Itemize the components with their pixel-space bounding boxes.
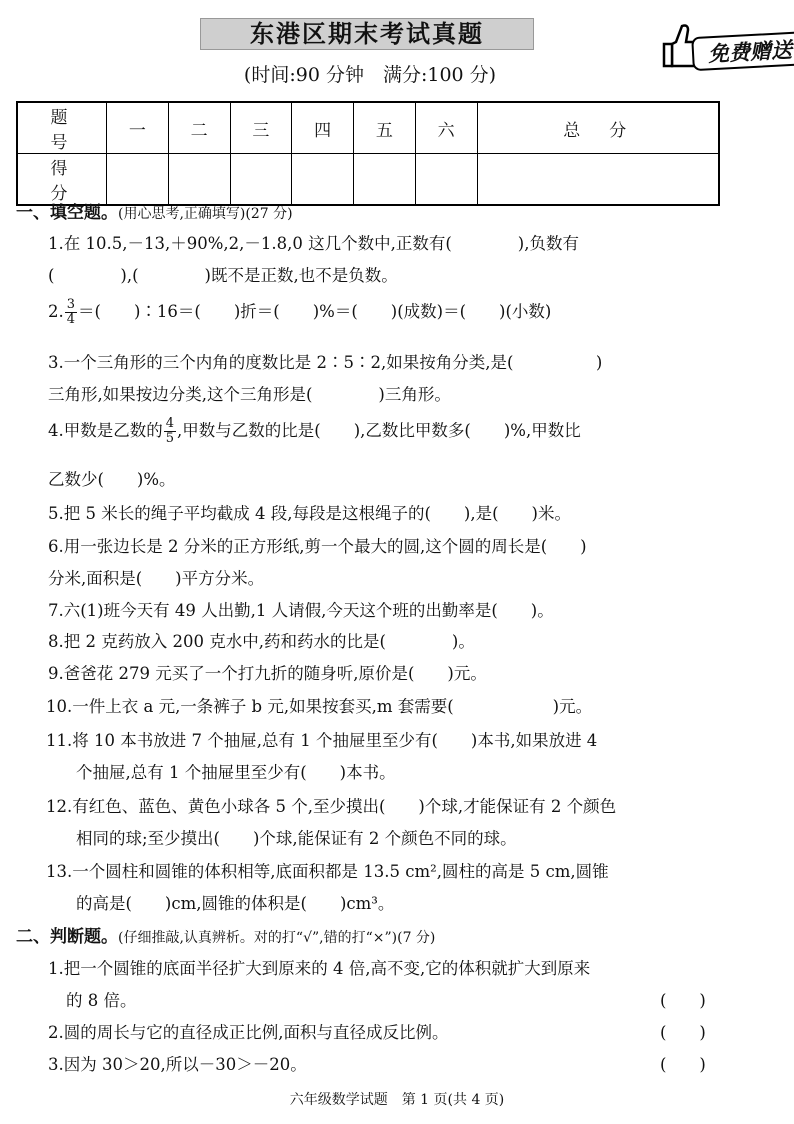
- question-4-text-a: 4.甲数是乙数的: [48, 421, 163, 440]
- judge-answer-3[interactable]: ( ): [660, 1055, 706, 1074]
- question-10: 10.一件上衣 a 元,一条裤子 b 元,如果按套买,m 套需要( )元。: [46, 697, 593, 716]
- fraction-4-5: [164, 417, 176, 446]
- fraction-denominator: 5: [165, 431, 175, 446]
- score-cell-col-6: 六: [415, 102, 477, 154]
- judge-answer-1[interactable]: ( ): [660, 991, 706, 1010]
- fraction-3-4: [65, 298, 77, 327]
- question-2-text: ＝( )∶16＝( )折＝( )%＝( )(成数)＝( )(小数): [78, 302, 552, 321]
- judge-question-2: 2.圆的周长与它的直径成正比例,面积与直径成反比例。: [48, 1023, 449, 1042]
- question-6-line-1: 6.用一张边长是 2 分米的正方形纸,剪一个最大的圆,这个圆的周长是( ): [48, 537, 587, 556]
- question-8: 8.把 2 克药放入 200 克水中,药和药水的比是( )。: [48, 632, 475, 651]
- judge-question-1-line-2: 的 8 倍。: [66, 991, 137, 1010]
- fraction-numerator: 4: [165, 416, 175, 431]
- section-2-note: (仔细推敲,认真辨析。对的打“√”,错的打“×”)(7 分): [118, 930, 436, 946]
- score-cell-col-2: 二: [168, 102, 230, 154]
- question-2: [48, 298, 551, 327]
- fraction-numerator: 3: [66, 297, 76, 312]
- judge-question-3: 3.因为 30＞20,所以－30＞－20。: [48, 1055, 307, 1074]
- score-cell-total: 总 分: [477, 102, 719, 154]
- score-input-total[interactable]: [477, 154, 719, 206]
- question-4-line-2: 乙数少( )%。: [48, 470, 176, 489]
- question-3-line-1: 3.一个三角形的三个内角的度数比是 2∶5∶2,如果按角分类,是( ): [48, 353, 603, 372]
- judge-answer-2[interactable]: ( ): [660, 1023, 706, 1042]
- section-2-heading: [16, 922, 435, 947]
- question-7: 7.六(1)班今天有 49 人出勤,1 人请假,今天这个班的出勤率是( )。: [48, 601, 554, 620]
- score-cell-col-3: 三: [230, 102, 292, 154]
- question-11-line-2: 个抽屉,总有 1 个抽屉里至少有( )本书。: [76, 763, 396, 782]
- question-13-line-1: 13.一个圆柱和圆锥的体积相等,底面积都是 13.5 cm²,圆柱的高是 5 cm,圆锥: [46, 862, 609, 881]
- section-2-title: 二、判断题。: [16, 927, 118, 947]
- score-input-5[interactable]: [354, 154, 416, 206]
- question-9: 9.爸爸花 279 元买了一个打九折的随身听,原价是( )元。: [48, 664, 487, 683]
- question-1-line-1: 1.在 10.5,－13,＋90%,2,－1.8,0 这几个数中,正数有( ),负数有: [48, 234, 579, 253]
- question-11-line-1: 11.将 10 本书放进 7 个抽屉,总有 1 个抽屉里至少有( )本书,如果放进 4: [46, 731, 598, 750]
- question-1-line-2: ( ),( )既不是正数,也不是负数。: [48, 266, 398, 285]
- score-input-6[interactable]: [415, 154, 477, 206]
- page-footer: 六年级数学试题 第 1 页(共 4 页): [289, 1092, 505, 1108]
- fraction-denominator: 4: [66, 312, 76, 327]
- question-6-line-2: 分米,面积是( )平方分米。: [48, 569, 265, 588]
- score-row-label: 得 分: [17, 154, 107, 206]
- score-cell-col-4: 四: [292, 102, 354, 154]
- free-gift-badge: [662, 22, 794, 74]
- section-1-title: 一、填空题。: [16, 203, 118, 223]
- question-12-line-2: 相同的球;至少摸出( )个球,能保证有 2 个颜色不同的球。: [76, 829, 517, 848]
- question-4-line-1: [48, 417, 581, 446]
- score-table-header-row: [17, 102, 719, 154]
- question-12-line-1: 12.有红色、蓝色、黄色小球各 5 个,至少摸出( )个球,才能保证有 2 个颜色: [46, 797, 617, 816]
- score-table: [16, 101, 720, 206]
- question-5: 5.把 5 米长的绳子平均截成 4 段,每段是这根绳子的( ),是( )米。: [48, 504, 571, 523]
- score-cell-label: 题 号: [17, 102, 107, 154]
- question-13-line-2: 的高是( )cm,圆锥的体积是( )cm³。: [76, 894, 395, 913]
- score-input-4[interactable]: [292, 154, 354, 206]
- section-1-heading: [16, 198, 293, 223]
- badge-text: 免费赠送: [691, 31, 794, 71]
- section-1-note: (用心思考,正确填写)(27 分): [118, 206, 293, 222]
- exam-title: 东港区期末考试真题: [200, 18, 534, 50]
- exam-subtitle: (时间:90 分钟 满分:100 分): [243, 64, 497, 86]
- score-cell-col-5: 五: [354, 102, 416, 154]
- score-cell-col-1: 一: [107, 102, 169, 154]
- question-4-text-b: ,甲数与乙数的比是( ),乙数比甲数多( )%,甲数比: [177, 421, 581, 440]
- judge-question-1-line-1: 1.把一个圆锥的底面半径扩大到原来的 4 倍,高不变,它的体积就扩大到原来: [48, 959, 591, 978]
- question-3-line-2: 三角形,如果按边分类,这个三角形是( )三角形。: [48, 385, 451, 404]
- question-2-number: 2.: [48, 302, 64, 321]
